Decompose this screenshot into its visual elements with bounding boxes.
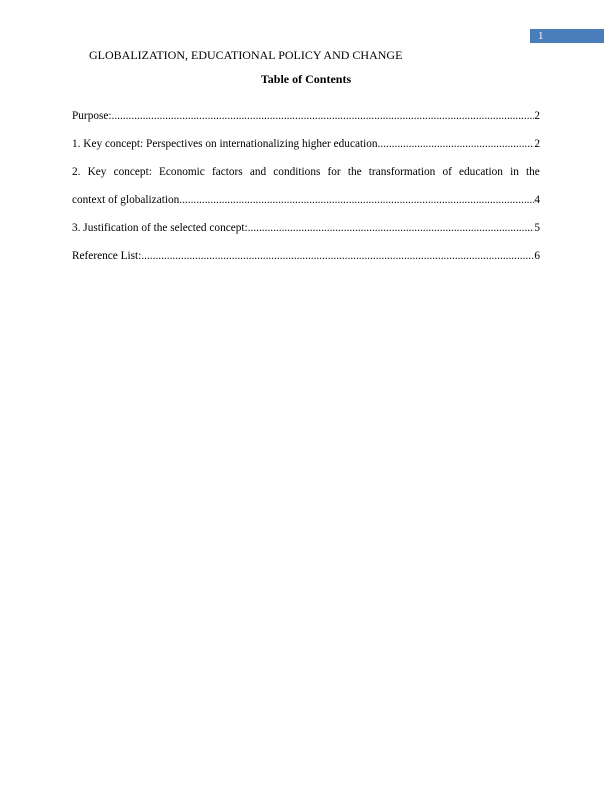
toc-entry-reference-list[interactable] [72, 248, 540, 276]
toc-entry-key-concept-2[interactable] [72, 164, 540, 220]
toc-leader-dots [112, 108, 535, 124]
toc-word: Key [87, 166, 107, 178]
toc-word: and [249, 166, 267, 178]
toc-word: of [442, 166, 452, 178]
toc-word: the [526, 166, 540, 178]
toc-word: Economic [159, 166, 205, 178]
toc-entry-page: 5 [534, 222, 540, 234]
page-number: 1 [538, 30, 544, 42]
toc-entry-page: 4 [534, 194, 540, 206]
toc-word: factors [211, 166, 243, 178]
toc-entry-text-line2: context of globalization [72, 194, 180, 206]
toc-word: 2. [72, 166, 81, 178]
running-head: GLOBALIZATION, EDUCATIONAL POLICY AND CHANGE [89, 48, 403, 62]
toc-leader-dots [248, 220, 535, 236]
toc-entry-text-line1 [72, 164, 540, 192]
toc-word: for [327, 166, 341, 178]
toc-entry-page: 2 [534, 138, 540, 150]
toc-word: education [459, 166, 503, 178]
toc-title: Table of Contents [260, 72, 352, 86]
toc-entry-key-concept-1[interactable] [72, 136, 540, 164]
toc-entry-purpose[interactable] [72, 108, 540, 136]
toc-word: transformation [368, 166, 436, 178]
toc-word: the [347, 166, 362, 178]
toc-word: concept: [113, 166, 152, 178]
toc-word: conditions [273, 166, 321, 178]
toc-entry-text: Reference List: [72, 250, 142, 262]
toc-entry-page: 2 [534, 110, 540, 122]
toc-entry-page: 6 [534, 250, 540, 262]
table-of-contents [72, 108, 540, 276]
toc-entry-text: Purpose: [72, 110, 112, 122]
toc-entry-text: 3. Justification of the selected concept: [72, 222, 248, 234]
toc-leader-dots [141, 248, 534, 264]
toc-leader-dots [179, 192, 534, 208]
toc-word: in [510, 166, 519, 178]
toc-entry-text: 1. Key concept: Perspectives on internationalizing higher education [72, 138, 378, 150]
toc-entry-justification[interactable] [72, 220, 540, 248]
toc-leader-dots [378, 136, 535, 152]
page-number-badge [530, 29, 604, 43]
